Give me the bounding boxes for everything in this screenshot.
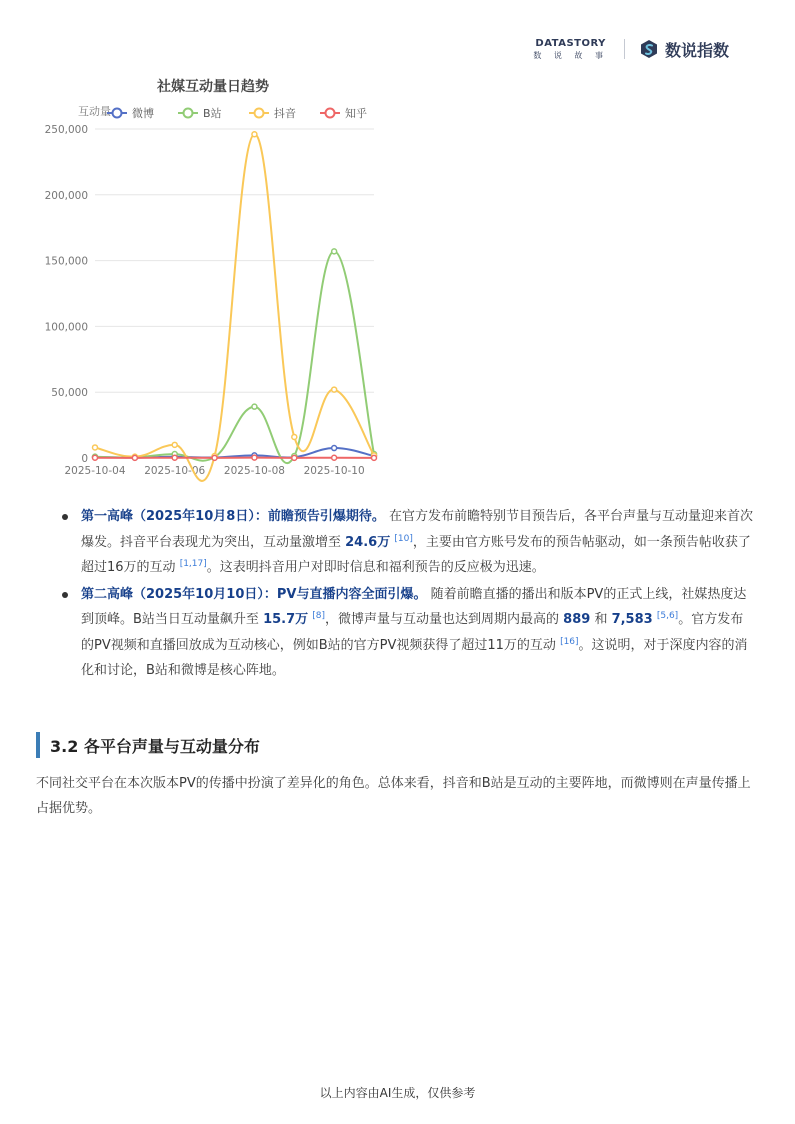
datastory-logo-en: DATASTORY <box>535 37 606 49</box>
legend-marker <box>184 109 193 118</box>
citation[interactable]: [10] <box>394 533 413 544</box>
y-axis-ticks <box>45 124 88 465</box>
data-point <box>252 404 257 409</box>
data-point <box>332 249 337 254</box>
finding-item-second-peak <box>60 582 755 684</box>
y-tick-label: 50,000 <box>51 387 88 400</box>
finding-text: 。这说明，对于深度内容的消化和讨论，B站和微博是核心阵地。 <box>81 637 748 678</box>
section-heading <box>36 732 260 758</box>
data-point <box>252 455 257 460</box>
finding-text: 在官方发布前瞻特别节目预告后，各平台声量与互动量迎来首次爆发。抖音平台表现尤为突出，互动量激增至 <box>81 509 753 550</box>
data-point <box>332 455 337 460</box>
brand <box>639 38 729 61</box>
legend-label: 知乎 <box>345 107 367 120</box>
finding-text: 随着前瞻直播的播出和版本PV的正式上线，社媒热度达到顶峰。B站当日互动量飙升至 <box>81 586 747 627</box>
datastory-logo-cn: 数 说 故 事 <box>533 50 608 60</box>
data-point <box>332 387 337 392</box>
finding-title: 第二高峰（2025年10月10日）：PV与直播内容全面引爆。 <box>81 586 427 602</box>
legend-marker <box>255 109 264 118</box>
section-heading-bar <box>36 732 40 758</box>
section-heading-text: 3.2 各平台声量与互动量分布 <box>50 736 260 756</box>
data-point <box>93 445 98 450</box>
x-tick-label: 2025-10-08 <box>223 465 285 477</box>
x-tick-label: 2025-10-10 <box>303 465 365 477</box>
y-tick-label: 100,000 <box>44 321 88 334</box>
data-point <box>252 132 257 137</box>
citation[interactable]: [5,6] <box>656 611 679 621</box>
bullet-dot <box>62 514 68 520</box>
datastory-logo <box>533 39 608 60</box>
brand-name: 数说指数 <box>664 40 729 60</box>
data-point <box>292 455 297 460</box>
data-point <box>172 442 177 447</box>
interaction-trend-chart <box>36 70 391 485</box>
legend-item <box>107 106 154 120</box>
finding-text: 。官方发布的PV视频和直播回放成为互动核心，例如B站的官方PV视频获得了超过11万的互动 <box>81 612 744 653</box>
legend-item <box>249 106 296 120</box>
y-tick-label: 200,000 <box>44 189 88 202</box>
y-tick-label: 250,000 <box>44 124 88 136</box>
y-tick-label: 0 <box>81 453 88 465</box>
legend-marker <box>113 109 122 118</box>
finding-text: ，主要由官方账号发布的预告帖驱动，如一条预告帖收获了超过16万的互动 <box>81 534 751 575</box>
finding-number: 15.7万 <box>263 612 309 627</box>
legend-label: 抖音 <box>274 107 296 120</box>
citation[interactable]: [1,17] <box>179 559 207 569</box>
data-point <box>212 455 217 460</box>
x-tick-label: 2025-10-04 <box>64 465 126 477</box>
y-axis-label: 互动量 <box>78 105 111 118</box>
legend-marker <box>326 109 335 118</box>
ai-disclaimer-footer: 以上内容由AI生成，仅供参考 <box>319 1086 476 1100</box>
chart-series <box>93 132 377 481</box>
findings-list <box>60 504 755 685</box>
legend-label: 微博 <box>132 107 154 120</box>
chart-svg <box>36 70 391 485</box>
data-point <box>132 455 137 460</box>
finding-number: 889 <box>563 612 591 627</box>
data-point <box>292 434 297 439</box>
finding-text: 。这表明抖音用户对即时信息和福利预告的反应极为迅速。 <box>206 560 545 575</box>
data-point <box>172 455 177 460</box>
finding-number: 24.6万 <box>345 534 391 550</box>
bullet-dot <box>62 592 68 598</box>
chart-legend <box>107 106 367 120</box>
legend-label: B站 <box>203 107 222 120</box>
legend-item <box>178 106 222 120</box>
data-point <box>332 446 337 451</box>
data-point <box>372 455 377 460</box>
legend-item <box>320 107 367 120</box>
data-point <box>93 455 98 460</box>
y-tick-label: 150,000 <box>44 255 88 268</box>
chart-gridlines <box>95 129 374 458</box>
finding-item-first-peak <box>60 504 755 581</box>
finding-number: 7,583 <box>611 612 653 627</box>
brand-hexagon-icon <box>639 39 659 59</box>
chart-title: 社媒互动量日趋势 <box>157 79 269 95</box>
x-axis-ticks <box>64 465 364 477</box>
finding-text: 和 <box>590 612 612 627</box>
finding-text: ，微博声量与互动量也达到周期内最高的 <box>325 612 564 627</box>
x-tick-label: 2025-10-06 <box>144 465 206 477</box>
section-paragraph: 不同社交平台在本次版本PV的传播中扮演了差异化的角色。总体来看，抖音和B站是互动的主要阵地，而微博则在声量传播上占据优势。 <box>36 776 751 816</box>
finding-title: 第一高峰（2025年10月8日）：前瞻预告引爆期待。 <box>81 509 385 524</box>
page-header <box>533 36 729 62</box>
citation[interactable]: [8] <box>312 611 326 621</box>
header-divider <box>624 39 625 59</box>
citation[interactable]: [16] <box>560 636 579 647</box>
